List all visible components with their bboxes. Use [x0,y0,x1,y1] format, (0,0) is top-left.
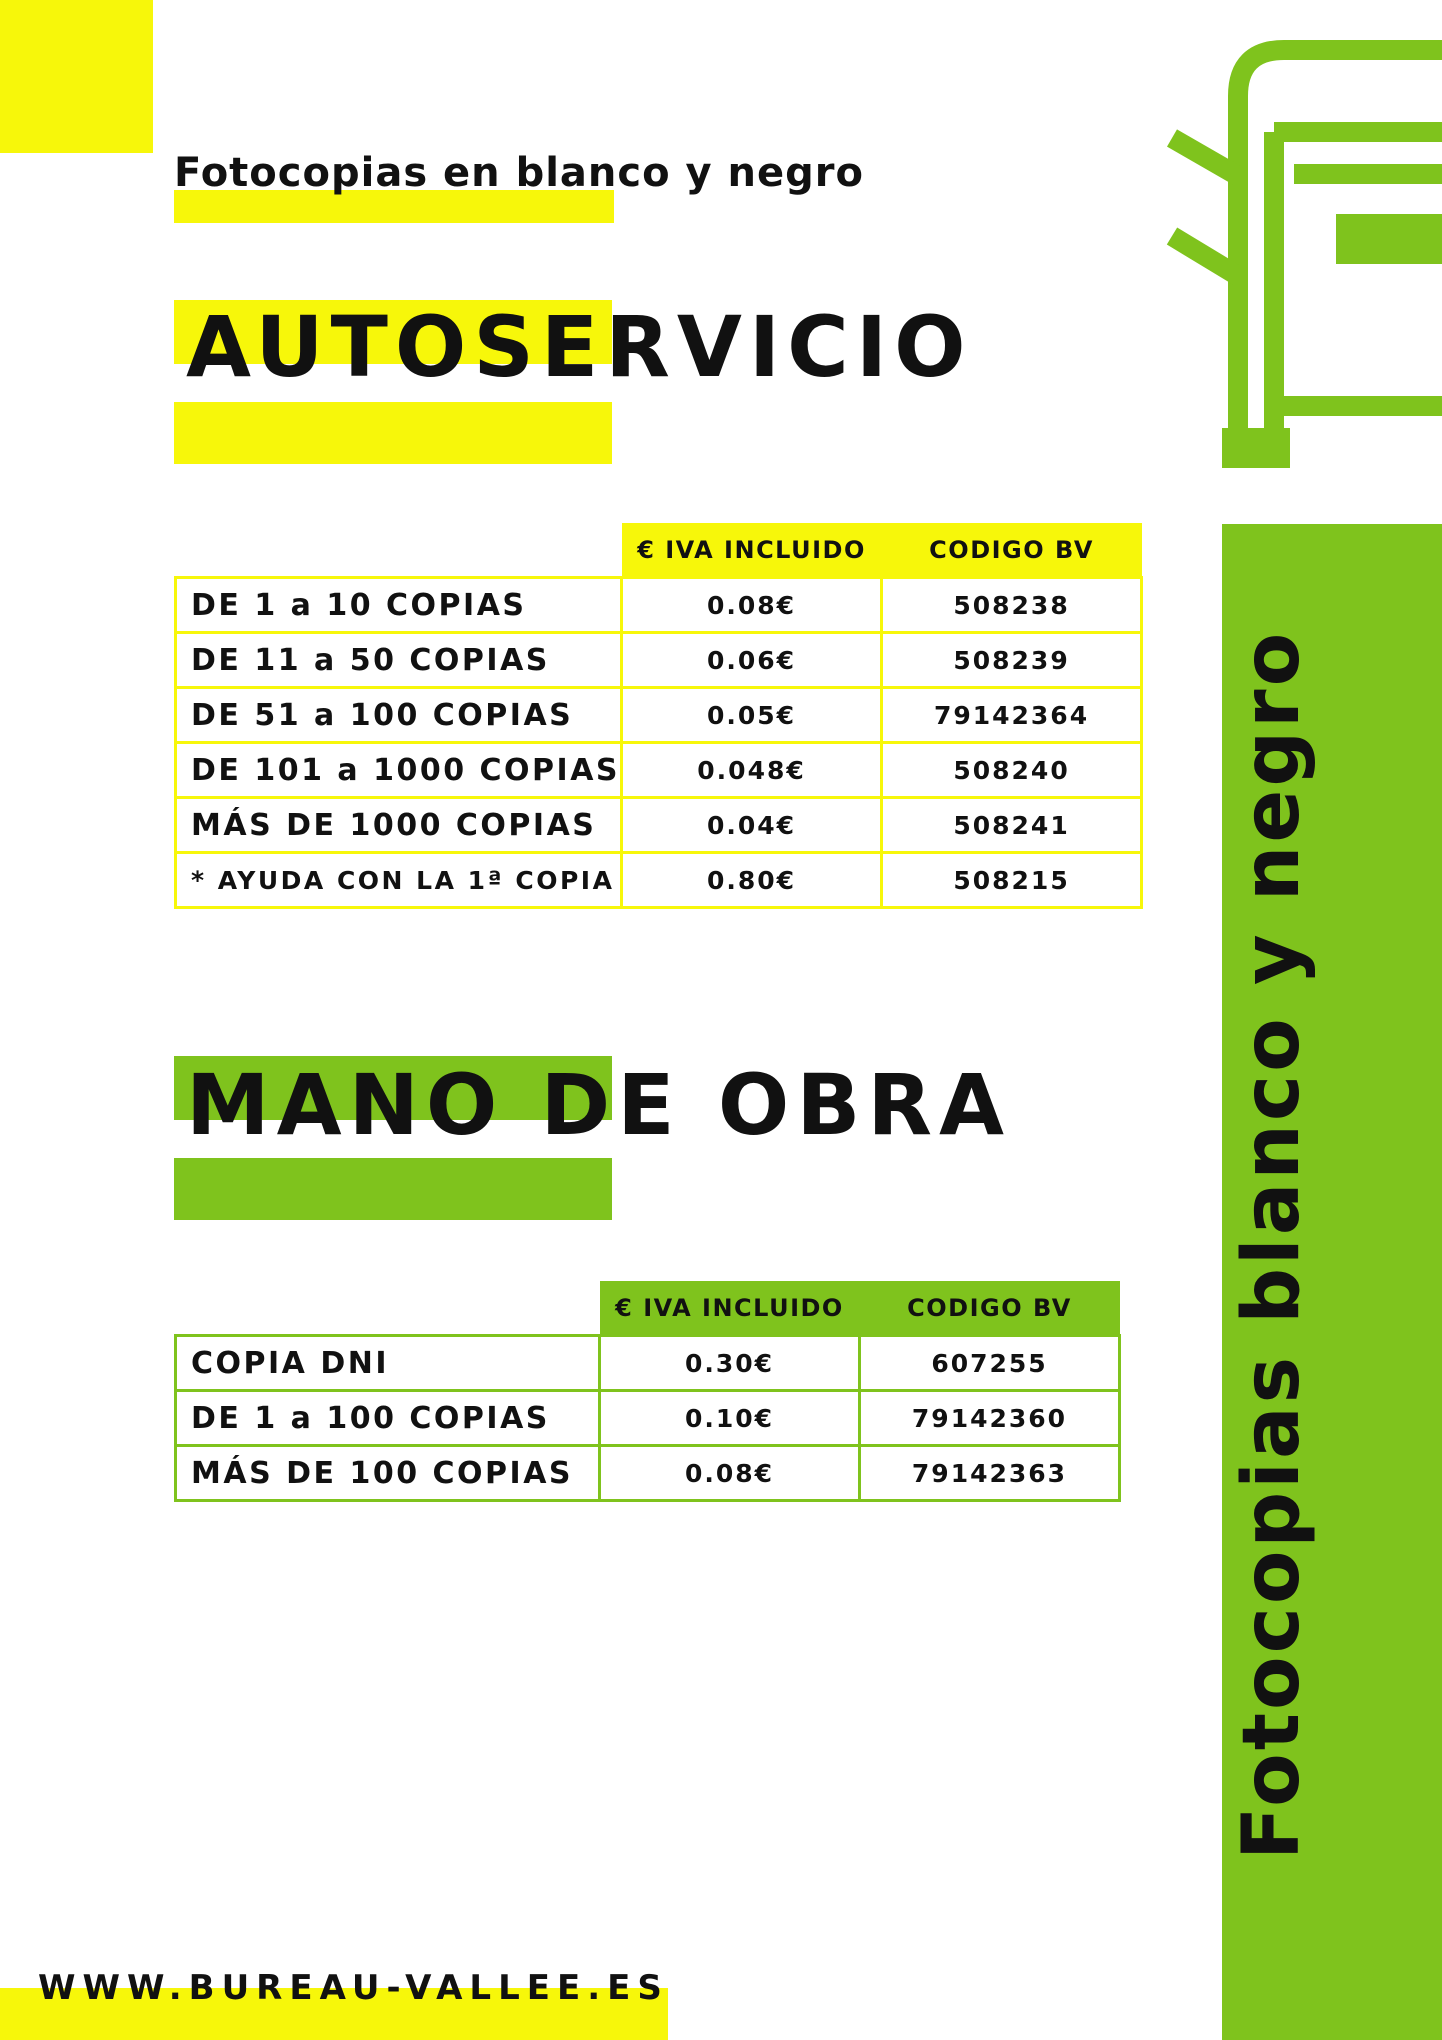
row-code: 79142363 [860,1446,1120,1501]
page-subtitle: Fotocopias en blanco y negro [174,150,864,196]
table-row [176,798,1142,853]
header-price: € IVA INCLUIDO [622,523,882,578]
table-row [176,1336,1120,1391]
row-price: 0.048€ [622,743,882,798]
row-label: DE 1 a 10 COPIAS [176,578,622,633]
header-blank [176,523,622,578]
header-code: CODIGO BV [860,1281,1120,1336]
row-label: DE 11 a 50 COPIAS [176,633,622,688]
row-code: 508239 [882,633,1142,688]
mano-de-obra-table [174,1281,1121,1502]
row-label: DE 51 a 100 COPIAS [176,688,622,743]
table-row [176,853,1142,908]
autoservicio-table [174,523,1143,909]
table-row [176,1446,1120,1501]
row-price: 0.05€ [622,688,882,743]
table-header-row [176,523,1142,578]
mano-de-obra-highlight-bottom [174,1158,612,1220]
header-price: € IVA INCLUIDO [600,1281,860,1336]
row-label: MÁS DE 100 COPIAS [176,1446,600,1501]
copier-icon [1160,36,1442,476]
corner-decoration [0,0,153,153]
autoservicio-title: AUTOSERVICIO [186,298,973,396]
row-price: 0.04€ [622,798,882,853]
row-label: MÁS DE 1000 COPIAS [176,798,622,853]
row-code: 79142364 [882,688,1142,743]
row-label: COPIA DNI [176,1336,600,1391]
row-price: 0.08€ [622,578,882,633]
table-header-row [176,1281,1120,1336]
row-price: 0.08€ [600,1446,860,1501]
table-row [176,743,1142,798]
header-code: CODIGO BV [882,523,1142,578]
table-row [176,578,1142,633]
row-code: 79142360 [860,1391,1120,1446]
row-label: DE 1 a 100 COPIAS [176,1391,600,1446]
row-code: 508238 [882,578,1142,633]
side-title: Fotocopias blanco y negro [1227,629,1317,1860]
header-blank [176,1281,600,1336]
row-code: 508240 [882,743,1142,798]
row-price: 0.30€ [600,1336,860,1391]
row-price: 0.80€ [622,853,882,908]
table-row [176,633,1142,688]
row-label: * AYUDA CON LA 1ª COPIA [176,853,622,908]
footer-url: WWW.BUREAU-VALLEE.ES [38,1968,669,2008]
mano-de-obra-title: MANO DE OBRA [186,1056,1012,1154]
table-row [176,1391,1120,1446]
row-label: DE 101 a 1000 COPIAS [176,743,622,798]
row-code: 508241 [882,798,1142,853]
row-price: 0.10€ [600,1391,860,1446]
row-code: 508215 [882,853,1142,908]
row-code: 607255 [860,1336,1120,1391]
row-price: 0.06€ [622,633,882,688]
autoservicio-highlight-bottom [174,402,612,464]
table-row [176,688,1142,743]
